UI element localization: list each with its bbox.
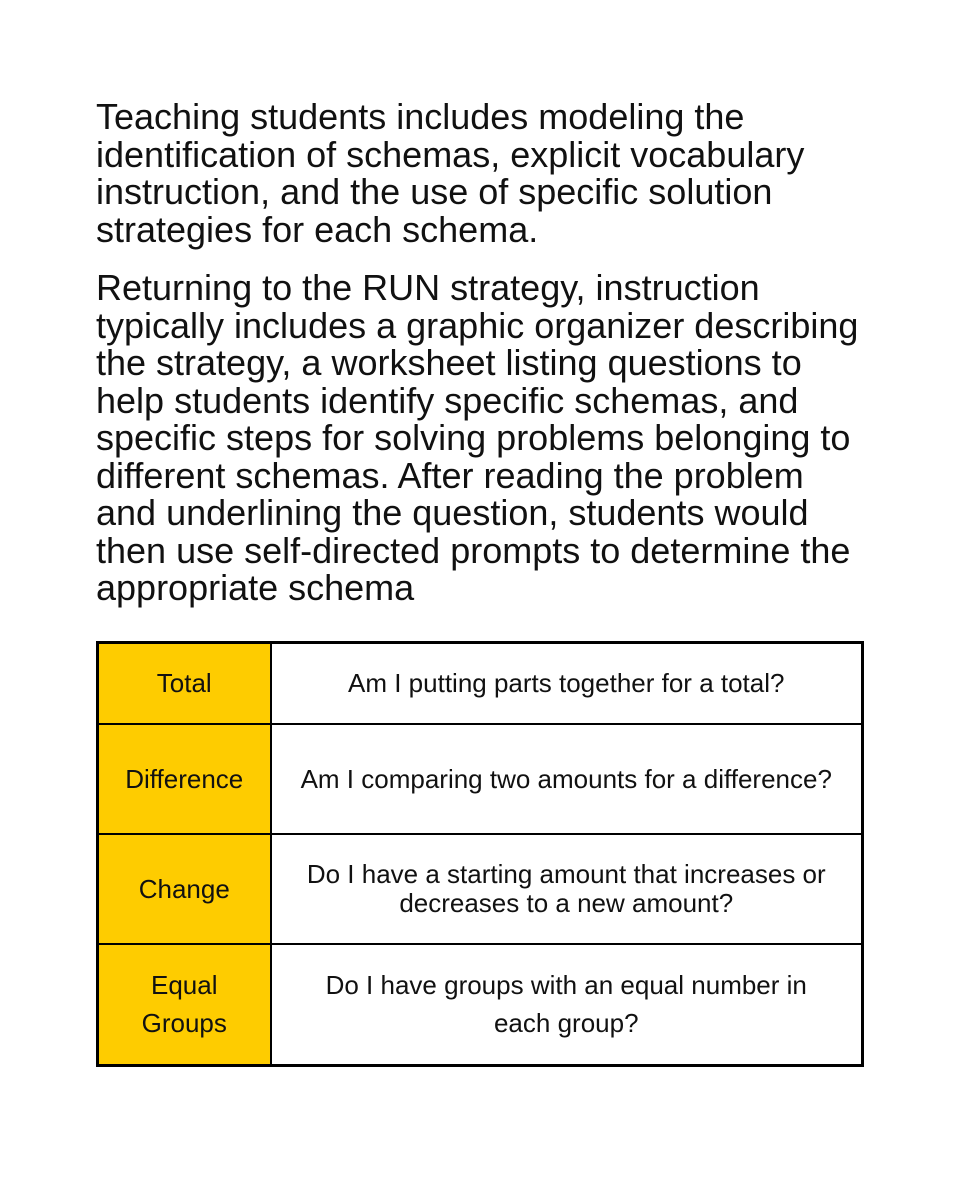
table-row-equal-groups	[98, 944, 863, 1065]
intro-paragraph: Teaching students includes modeling the identification of schemas, explicit vocabulary instruction, and the use of specific solution strategies for each schema.	[96, 96, 805, 250]
schema-question-total: Am I putting parts together for a total?	[271, 642, 863, 724]
schema-label-change: Change	[98, 834, 271, 944]
run-strategy-paragraph: Returning to the RUN strategy, instruction typically includes a graphic organizer describing the strategy, a worksheet listing questions to help students identify specific schemas, and specific steps for solving problems belonging to different schemas. After reading the problem and underlining the question, students would then use self-directed prompts to determine the appropriate schema	[96, 267, 859, 608]
schema-prompts-table	[96, 641, 864, 1067]
schema-label-total: Total	[98, 642, 271, 724]
schema-question-change: Do I have a starting amount that increases or decreases to a new amount?	[271, 834, 863, 944]
schema-label-equal-groups: Equal Groups	[98, 944, 271, 1065]
table-row-change	[98, 834, 863, 944]
table-row-total	[98, 642, 863, 724]
table-row-difference	[98, 724, 863, 834]
schema-question-difference: Am I comparing two amounts for a difference?	[271, 724, 863, 834]
schema-question-equal-groups: Do I have groups with an equal number in each group?	[271, 944, 863, 1065]
schema-label-difference: Difference	[98, 724, 271, 834]
